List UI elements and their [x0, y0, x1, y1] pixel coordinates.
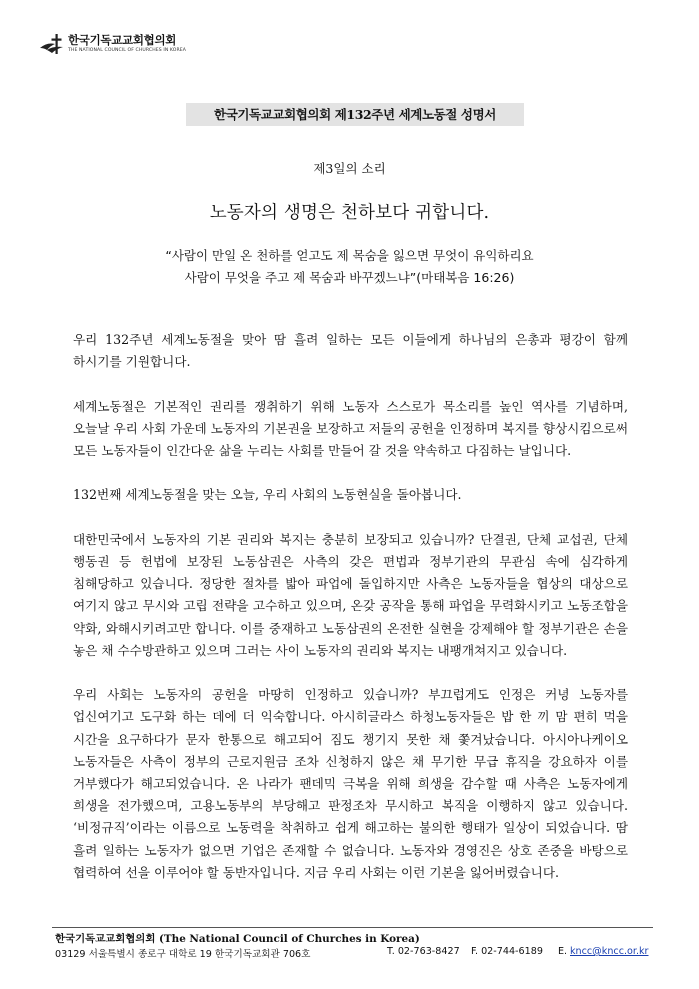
footer-divider: [52, 927, 653, 928]
footer-telephone: T. 02-763-8427: [387, 946, 460, 957]
document-title: 한국기독교교회협의회 제132주년 세계노동절 성명서: [186, 103, 524, 126]
logo-org-name: 한국기독교교회협의회: [68, 33, 177, 47]
document-headline: 노동자의 생명은 천하보다 귀합니다.: [209, 203, 490, 223]
org-logo: [38, 31, 188, 57]
logo-org-name-en: THE NATIONAL COUNCIL OF CHURCHES IN KOREA: [68, 48, 187, 53]
cross-dove-logo-icon: [38, 31, 66, 57]
footer-address: 03129 서울특별시 종로구 대학로 19 한국기독교회관 706호: [55, 949, 311, 960]
paragraph-1: 우리 132주년 세계노동절을 맞아 땀 흘려 일하는 모든 이들에게 하나님의 은총과 평강이 함께 하시기를 기원합니다.: [73, 332, 628, 370]
scripture-quote-line-2: 사람이 무엇을 주고 제 목숨과 바꾸겠느냐”(마태복음 16:26): [184, 270, 515, 285]
statement-body: [73, 329, 628, 884]
footer-fax: F. 02-744-6189: [471, 946, 543, 957]
footer-email-link[interactable]: kncc@kncc.or.kr: [570, 946, 649, 957]
paragraph-4: 대한민국에서 노동자의 기본 권리와 복지는 충분히 보장되고 있습니까? 단결권, 단체 교섭권, 단체 행동권 등 헌법에 보장된 노동삼권은 사측의 갖은 편법과 정부기관의 무관심 속에 심각하게 침해당하고 있습니다. 정당한 절차를 밟아 파업에 돌입하지만 사측은 노동자들을 협상의 대상으로 여기지 않고 무시와 고립 전략을 고수하고 있으며, 온갖 공작을 통해 파업을 무력화시키고 노동조합을 약화, 와해시키려고만 합니다. 이를 중재하고 노동삼권의 온전한 실현을 강제해야 할 정부기관은 손을 놓은 채 수수방관하고 있으며 그러는 사이 노동자의 권리와 복지는 내팽개쳐지고 있습니다.: [73, 531, 628, 658]
paragraph-3: 132번째 세계노동절을 맞는 오늘, 우리 사회의 노동현실을 돌아봅니다.: [73, 487, 462, 503]
document-subtitle: 제3일의 소리: [313, 161, 386, 176]
scripture-quote-line-1: “사람이 만일 온 천하를 얻고도 제 목숨을 잃으면 무엇이 유익하리요: [165, 248, 534, 263]
footer-email-label: E.: [558, 946, 568, 957]
footer-org-name: 한국기독교교회협의회 (The National Council of Churches in Korea): [55, 933, 420, 945]
paragraph-2: 세계노동절은 기본적인 권리를 쟁취하기 위해 노동자 스스로가 목소리를 높인 역사를 기념하며, 오늘날 우리 사회 가운데 노동자의 기본권을 보장하고 저들의 공헌을 인정하며 복지를 향상시킴으로써 모든 노동자들이 인간다운 삶을 누리는 사회를 만들어 갈 것을 약속하고 다짐하는 날입니다.: [73, 398, 628, 458]
paragraph-5: 우리 사회는 노동자의 공헌을 마땅히 인정하고 있습니까? 부끄럽게도 인정은 커녕 노동자를 업신여기고 도구화 하는 데에 더 익숙합니다. 아시히글라스 하청노동자들은 밥 한 끼 맘 편히 먹을 시간을 요구하다가 문자 한통으로 해고되어 짐도 챙기지 못한 채 쫓겨났습니다. 아시아나케이오 노동자들은 사측이 정부의 근로지원금 조차 신청하지 않은 채 무기한 무급 휴직을 강요하자 이를 거부했다가 해고되었습니다. 온 나라가 팬데믹 극복을 위해 희생을 감수할 때 사측은 노동자에게 희생을 전가했으며, 고용노동부의 부당해고 판정조차 무시하고 복직을 이행하지 않고 있습니다. ‘비정규직’이라는 이름으로 노동력을 착취하고 쉽게 해고하는 불의한 행태가 일상이 되었습니다. 땀 흘려 일하는 노동자가 없으면 기업은 존재할 수 없습니다. 노동자와 경영진은 상호 존중을 바탕으로 협력하여 선을 이루어야 할 동반자입니다. 지금 우리 사회는 이런 기본을 잃어버렸습니다.: [73, 687, 628, 880]
